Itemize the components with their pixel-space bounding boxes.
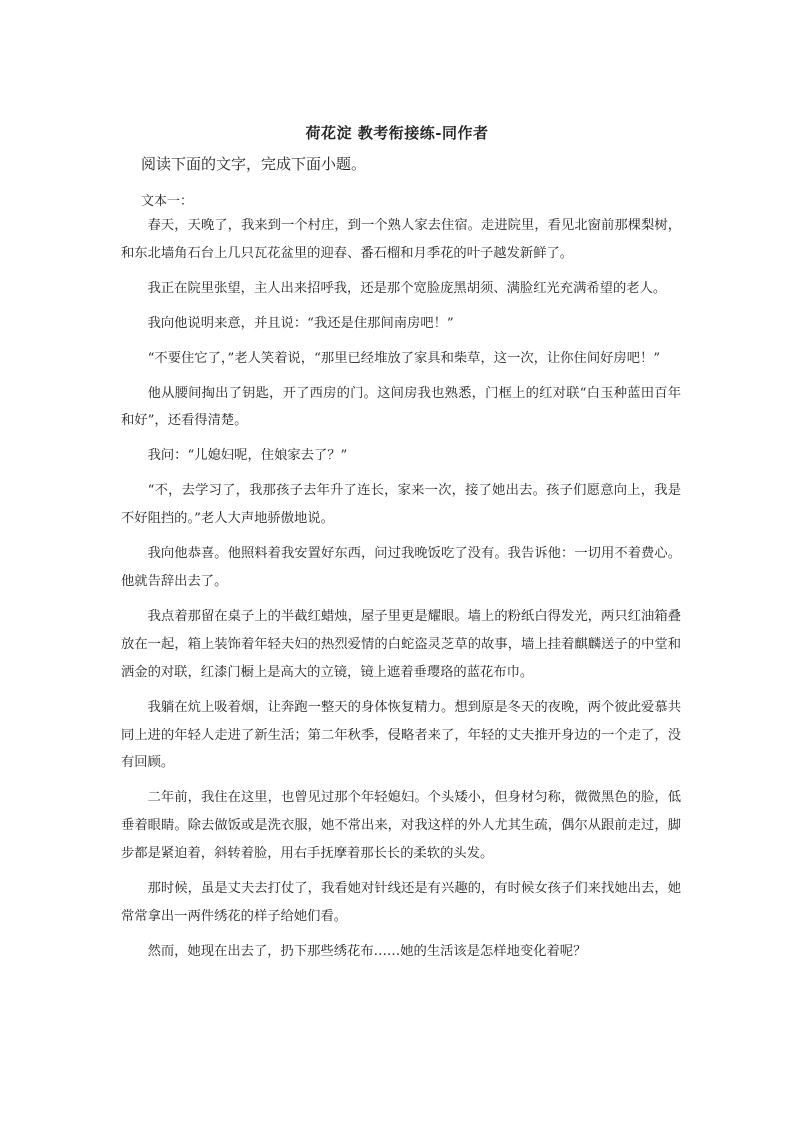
paragraph: 我向他说明来意，并且说：“我还是住那间南房吧！” xyxy=(147,315,454,331)
paragraph: “不，去学习了，我那孩子去年升了连长，家来一次，接了她出去。孩子们愿意向上，我是不好阻挡的。”老人大声地骄傲地说。 xyxy=(121,483,681,527)
instruction-text: 阅读下面的文字，完成下面小题。 xyxy=(141,155,367,173)
paragraph: 那时候，虽是丈夫去打仗了，我看她对针线还是有兴趣的，有时候女孩子们来找她出去，她常常拿出一两件绣花的样子给她们看。 xyxy=(121,881,681,924)
passage-body xyxy=(121,212,681,973)
paragraph: 我向他恭喜。他照料着我安置好东西，问过我晚饭吃了没有。我告诉他：一切用不着费心。他就告辞出去了。 xyxy=(121,546,681,589)
text-one-label: 文本一： xyxy=(141,194,194,209)
paragraph: 他从腰间掏出了钥匙，开了西房的门。这间房我也熟悉，门框上的红对联“白玉种蓝田百年和好”，还看得清楚。 xyxy=(121,385,681,429)
paragraph: 我问：“儿媳妇呢，住娘家去了？” xyxy=(147,448,348,464)
document-title: 荷花淀 教考衔接练-同作者 xyxy=(305,124,489,142)
paragraph: “不要住它了，”老人笑着说，“那里已经堆放了家具和柴草，这一次，让你住间好房吧！” xyxy=(147,350,661,366)
paragraph: 二年前，我住在这里，也曾见过那个年轻媳妇。个头矮小，但身材匀称，微微黑色的脸，低垂着眼睛。除去做饭或是洗衣服，她不常出来，对我这样的外人尤其生疏，偶尔从跟前走过，脚步都是紧迫着，斜转着脸，用右手抚摩着那长长的柔软的头发。 xyxy=(121,790,681,862)
paragraph: 然而，她现在出去了，扔下那些绣花布……她的生活该是怎样地变化着呢？ xyxy=(147,943,587,959)
paragraph: 我躺在炕上吸着烟，让奔跑一整天的身体恢复精力。想到原是冬天的夜晚，两个彼此爱慕共同上进的年轻人走进了新生活；第二年秋季，侵略者来了，年轻的丈夫推开身边的一个走了，没有回顾。 xyxy=(121,699,681,771)
paragraph: 我正在院里张望，主人出来招呼我，还是那个宽脸庞黑胡须、满脸红光充满希望的老人。 xyxy=(147,280,667,296)
paragraph: 我点着那留在桌子上的半截红蜡烛，屋子里更是耀眼。墙上的粉纸白得发光，两只红油箱叠放在一起，箱上装饰着年轻夫妇的热烈爱情的白蛇盗灵芝草的故事，墙上挂着麒麟送子的中堂和洒金的对联，红漆门橱上是高大的立镜，镜上遮着垂璎珞的蓝花布巾。 xyxy=(121,608,681,680)
paragraph: 春天，天晚了，我来到一个村庄，到一个熟人家去住宿。走进院里，看见北窗前那棵梨树，和东北墙角石台上几只瓦花盆里的迎春、番石榴和月季花的叶子越发新鲜了。 xyxy=(121,218,681,261)
